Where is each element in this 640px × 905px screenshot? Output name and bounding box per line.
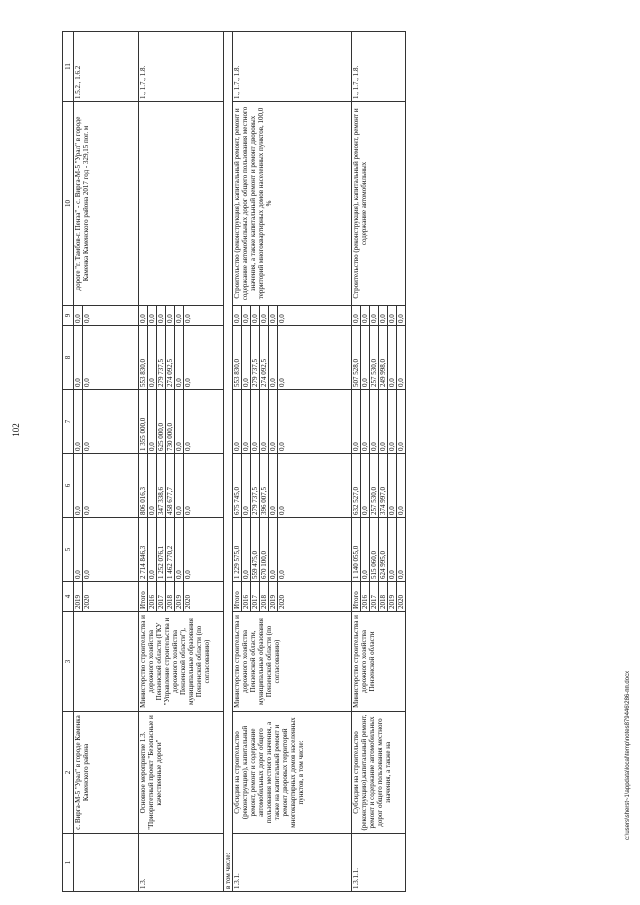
value-cell: 0,0 [388, 390, 397, 454]
year-cell: 2019 [388, 582, 397, 612]
col-number: 1 [63, 834, 74, 892]
value-cell: 0,0 [361, 390, 370, 454]
year-cell: 2016 [361, 582, 370, 612]
value-cell: 0,0 [184, 454, 224, 518]
value-cell: 0,0 [278, 306, 352, 326]
indicator-text: Строительство (реконструкция), капитальный ремонт, ремонт и содержание автомобильных [352, 102, 406, 306]
value-cell: 0,0 [184, 390, 224, 454]
value-cell: 0,0 [74, 518, 83, 582]
value-cell: 553 830,0 [233, 326, 242, 390]
value-cell: 1 355 000,0 [139, 390, 148, 454]
value-cell: 0,0 [251, 390, 260, 454]
value-cell: 0,0 [83, 306, 139, 326]
value-cell: 730 000,0 [166, 390, 175, 454]
col-number: 10 [63, 102, 74, 306]
value-cell: 0,0 [361, 326, 370, 390]
value-cell: 0,0 [74, 454, 83, 518]
value-cell: 0,0 [83, 326, 139, 390]
value-cell: 0,0 [278, 390, 352, 454]
value-cell: 507 528,0 [352, 326, 361, 390]
value-cell: 0,0 [184, 326, 224, 390]
value-cell: 0,0 [184, 306, 224, 326]
row-number: 1.3.1. [233, 834, 352, 892]
year-cell: 2019 [74, 582, 83, 612]
value-cell: 0,0 [379, 306, 388, 326]
value-cell: 279 737,5 [251, 326, 260, 390]
value-cell: 279 737,5 [157, 326, 166, 390]
year-cell: 2016 [242, 582, 251, 612]
value-cell: 396 007,5 [260, 454, 269, 518]
value-cell: 0,0 [388, 518, 397, 582]
value-cell: 0,0 [184, 518, 224, 582]
col-number: 7 [63, 390, 74, 454]
program-table [62, 31, 406, 892]
target-ref: 1., 1.7., 1.8. [352, 32, 406, 102]
year-cell: 2019 [175, 582, 184, 612]
year-cell: 2018 [166, 582, 175, 612]
value-cell: 0,0 [74, 390, 83, 454]
value-cell: 0,0 [352, 390, 361, 454]
value-cell: 0,0 [388, 454, 397, 518]
value-cell: 675 745,0 [233, 454, 242, 518]
value-cell: 274 092,5 [166, 326, 175, 390]
value-cell: 624 995,0 [379, 518, 388, 582]
value-cell: 0,0 [233, 306, 242, 326]
value-cell: 0,0 [148, 454, 157, 518]
indicator-text: дороге "г. Тамбов-г. Пенза" - с. Вирга-М-5 "Урал" в городе Каменка Каменского района 2017 год - 329,15 пог. м [74, 102, 139, 306]
value-cell: 0,0 [397, 390, 406, 454]
value-cell: 0,0 [278, 518, 352, 582]
value-cell: 0,0 [260, 390, 269, 454]
in-total-label: в том числе: [224, 32, 233, 892]
value-cell: 0,0 [397, 306, 406, 326]
row-number [74, 834, 139, 892]
value-cell: 515 060,0 [370, 518, 379, 582]
value-cell: 0,0 [361, 306, 370, 326]
executor [74, 612, 139, 712]
value-cell: 0,0 [379, 390, 388, 454]
footer-path: c:\users\sherst~1\appdata\local\temp\notes879446\286-пп.docx [625, 670, 631, 840]
value-cell: 0,0 [251, 306, 260, 326]
indicator-text: Строительство (реконструкция), капитальный ремонт, ремонт и содержание автомобильных дорог общего пользования местного значения, а также капитальный ремонт и ремонт дворовых территорий многоквартирных домов населенных пунктов, 100,0 % [233, 102, 352, 306]
value-cell: 257 530,0 [370, 454, 379, 518]
table-row [233, 32, 242, 892]
col-number: 4 [63, 582, 74, 612]
value-cell: 0,0 [148, 390, 157, 454]
page-number: 102 [11, 423, 21, 437]
value-cell: 0,0 [242, 454, 251, 518]
value-cell: 0,0 [139, 306, 148, 326]
value-cell: 1 252 076,1 [157, 518, 166, 582]
executor: Министерство строительства и дорожного хозяйства Пензенской области, муниципальные образования Пензенской области (по согласованию) [233, 612, 352, 712]
year-cell: 2017 [157, 582, 166, 612]
row-number: 1.3. [139, 834, 224, 892]
col-number: 11 [63, 32, 74, 102]
value-cell: 458 677,7 [166, 454, 175, 518]
value-cell: 0,0 [242, 326, 251, 390]
target-ref: 1.5.2., 1.6.2 [74, 32, 139, 102]
value-cell: 0,0 [352, 306, 361, 326]
year-cell: 2018 [260, 582, 269, 612]
value-cell: 0,0 [74, 306, 83, 326]
value-cell: 1 140 055,0 [352, 518, 361, 582]
table-row [352, 32, 361, 892]
year-cell: 2020 [278, 582, 352, 612]
value-cell: 1 462 770,2 [166, 518, 175, 582]
value-cell: 0,0 [269, 518, 278, 582]
value-cell: 0,0 [260, 306, 269, 326]
value-cell: 374 997,0 [379, 454, 388, 518]
value-cell: 0,0 [83, 518, 139, 582]
value-cell: 0,0 [233, 390, 242, 454]
target-ref: 1., 1.7., 1.8. [139, 32, 224, 102]
measure-name: Субсидии на строительство (реконструкцию),капитальный ремонт, ремонт и содержание автомобильных дорог общего пользования местного значения, а также на [352, 712, 406, 834]
table-row [224, 32, 233, 892]
value-cell: 2 714 846,3 [139, 518, 148, 582]
executor: Министерство строительства и дорожного хозяйства Пензенской области (ГКУ "Управление строительства и дорожного хозяйства Пензенской области"), муниципальные образования Пензенской области (по согласованию) [139, 612, 224, 712]
value-cell: 0,0 [388, 326, 397, 390]
year-cell: 2020 [397, 582, 406, 612]
measure-name: Субсидии на строительство (реконструкцию), капитальный ремонт, ремонт и содержание автомобильных дорог общего пользования местного значения, а также на капитальный ремонт и ремонт дворовых территорий многоквартирных домов населенных пунктов, в том числе: [233, 712, 352, 834]
year-cell: 2016 [148, 582, 157, 612]
value-cell: 0,0 [83, 390, 139, 454]
column-number-row [63, 32, 74, 892]
year-cell: 2019 [269, 582, 278, 612]
year-cell: 2020 [184, 582, 224, 612]
value-cell: 0,0 [242, 390, 251, 454]
value-cell: 0,0 [157, 306, 166, 326]
target-ref: 1., 1.7., 1.8. [233, 32, 352, 102]
value-cell: 279 737,5 [251, 454, 260, 518]
value-cell: 0,0 [148, 518, 157, 582]
value-cell: 0,0 [269, 454, 278, 518]
value-cell: 0,0 [175, 390, 184, 454]
measure-name: с. Вирга-М-5 "Урал" в городе Каменка Каменского района [74, 712, 139, 834]
measure-name: Основное мероприятие 1.3. "Приоритетный проект "Безопасные и качественные дороги" [139, 712, 224, 834]
value-cell: 0,0 [397, 454, 406, 518]
value-cell: 0,0 [269, 326, 278, 390]
value-cell: 0,0 [361, 454, 370, 518]
value-cell: 0,0 [74, 326, 83, 390]
value-cell: 257 530,0 [370, 326, 379, 390]
value-cell: 0,0 [388, 306, 397, 326]
year-cell: 2018 [379, 582, 388, 612]
value-cell: 0,0 [269, 390, 278, 454]
col-number: 3 [63, 612, 74, 712]
value-cell: 0,0 [269, 306, 278, 326]
value-cell: 1 229 575,0 [233, 518, 242, 582]
year-cell: Итого [352, 582, 361, 612]
year-cell: 2020 [83, 582, 139, 612]
value-cell: 0,0 [175, 518, 184, 582]
col-number: 8 [63, 326, 74, 390]
value-cell: 0,0 [278, 326, 352, 390]
value-cell: 0,0 [370, 306, 379, 326]
year-cell: Итого [233, 582, 242, 612]
value-cell: 0,0 [175, 306, 184, 326]
value-cell: 249 998,0 [379, 326, 388, 390]
row-number: 1.3.1.1. [352, 834, 406, 892]
value-cell: 0,0 [148, 306, 157, 326]
value-cell: 559 475,0 [251, 518, 260, 582]
value-cell: 0,0 [242, 306, 251, 326]
value-cell: 0,0 [361, 518, 370, 582]
value-cell: 0,0 [242, 518, 251, 582]
value-cell: 0,0 [166, 306, 175, 326]
value-cell: 625 000,0 [157, 390, 166, 454]
year-cell: Итого [139, 582, 148, 612]
value-cell: 553 830,0 [139, 326, 148, 390]
value-cell: 0,0 [370, 390, 379, 454]
year-cell: 2017 [251, 582, 260, 612]
year-cell: 2017 [370, 582, 379, 612]
table-row [139, 32, 148, 892]
value-cell: 0,0 [148, 326, 157, 390]
value-cell: 670 100,0 [260, 518, 269, 582]
value-cell: 0,0 [278, 454, 352, 518]
col-number: 6 [63, 454, 74, 518]
value-cell: 0,0 [175, 454, 184, 518]
executor: Министерство строительства и дорожного хозяйства Пензенской области [352, 612, 406, 712]
value-cell: 632 527,0 [352, 454, 361, 518]
rotated-table-page [62, 32, 572, 892]
value-cell: 347 338,6 [157, 454, 166, 518]
col-number: 5 [63, 518, 74, 582]
value-cell: 0,0 [397, 326, 406, 390]
value-cell: 0,0 [397, 518, 406, 582]
col-number: 2 [63, 712, 74, 834]
table-row [74, 32, 83, 892]
indicator-text [139, 102, 224, 306]
value-cell: 274 092,5 [260, 326, 269, 390]
value-cell: 806 016,3 [139, 454, 148, 518]
value-cell: 0,0 [83, 454, 139, 518]
value-cell: 0,0 [175, 326, 184, 390]
col-number: 9 [63, 306, 74, 326]
